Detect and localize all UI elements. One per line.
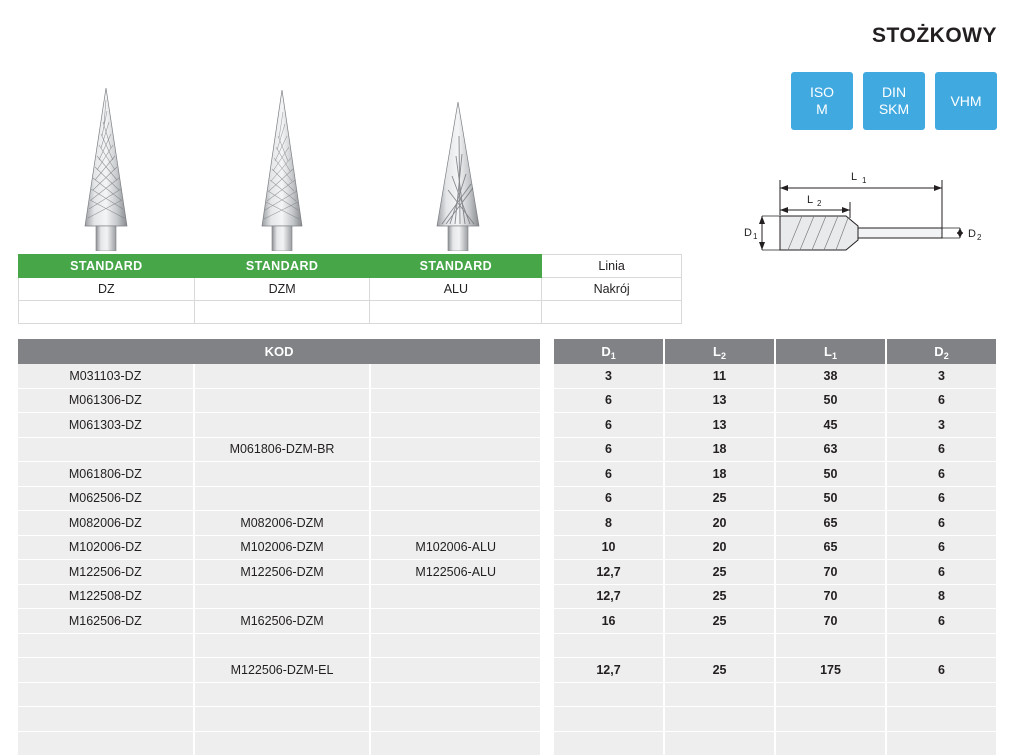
cell-d2 bbox=[887, 634, 996, 659]
cell-spacer bbox=[542, 585, 554, 610]
cell-kod-dzm bbox=[195, 364, 372, 389]
tool-image-alu bbox=[370, 76, 546, 251]
table-row bbox=[18, 438, 996, 463]
cell-l1: 70 bbox=[776, 585, 887, 610]
small-cell-nakroj: Nakrój bbox=[542, 278, 682, 301]
cell-kod-dzm: M162506-DZM bbox=[195, 609, 372, 634]
cell-kod-dz bbox=[18, 634, 195, 659]
cell-kod-dz: M082006-DZ bbox=[18, 511, 195, 536]
table-row bbox=[18, 536, 996, 561]
header-kod: KOD bbox=[18, 339, 542, 364]
cell-l2: 18 bbox=[665, 462, 776, 487]
svg-text:D: D bbox=[968, 228, 976, 240]
table-row bbox=[18, 707, 996, 732]
table-row bbox=[18, 609, 996, 634]
cell-d2: 3 bbox=[887, 364, 996, 389]
cell-kod-dzm: M102006-DZM bbox=[195, 536, 372, 561]
cell-kod-alu bbox=[371, 609, 542, 634]
cell-d2: 3 bbox=[887, 413, 996, 438]
cell-kod-alu: M122506-ALU bbox=[371, 560, 542, 585]
small-header-standard-1: STANDARD bbox=[19, 255, 195, 278]
cell-l1 bbox=[776, 683, 887, 708]
cell-kod-dz: M062506-DZ bbox=[18, 487, 195, 512]
cell-d2: 6 bbox=[887, 511, 996, 536]
cell-l1: 70 bbox=[776, 609, 887, 634]
cell-spacer bbox=[542, 487, 554, 512]
cell-kod-dzm bbox=[195, 707, 372, 732]
cell-l2: 20 bbox=[665, 536, 776, 561]
table-row bbox=[18, 487, 996, 512]
svg-text:1: 1 bbox=[862, 176, 867, 185]
cell-d2 bbox=[887, 707, 996, 732]
small-header-linia: Linia bbox=[542, 255, 682, 278]
cell-d1: 3 bbox=[554, 364, 665, 389]
cell-l2: 25 bbox=[665, 585, 776, 610]
cell-kod-dzm bbox=[195, 487, 372, 512]
cell-l1: 65 bbox=[776, 536, 887, 561]
header-l2: $L_2$ bbox=[665, 339, 776, 364]
cell-kod-dz: M061306-DZ bbox=[18, 389, 195, 414]
cell-d2: 6 bbox=[887, 658, 996, 683]
table-row bbox=[18, 560, 996, 585]
cell-kod-alu bbox=[371, 413, 542, 438]
cell-d2 bbox=[887, 732, 996, 756]
small-table-row bbox=[19, 278, 682, 301]
table-row bbox=[18, 364, 996, 389]
table-row bbox=[18, 732, 996, 756]
cell-l1: 175 bbox=[776, 658, 887, 683]
cell-l2 bbox=[665, 707, 776, 732]
svg-text:L: L bbox=[807, 194, 813, 206]
cell-kod-alu: M102006-ALU bbox=[371, 536, 542, 561]
cell-kod-dzm bbox=[195, 389, 372, 414]
cell-l1: 65 bbox=[776, 511, 887, 536]
cell-spacer bbox=[542, 609, 554, 634]
svg-text:D: D bbox=[744, 227, 752, 239]
header-l1: $L_1$ bbox=[776, 339, 887, 364]
cell-l2: 11 bbox=[665, 364, 776, 389]
table-row bbox=[18, 511, 996, 536]
cell-kod-dzm bbox=[195, 413, 372, 438]
dimension-diagram bbox=[722, 160, 1002, 275]
cell-d2: 6 bbox=[887, 462, 996, 487]
cell-d1: 6 bbox=[554, 389, 665, 414]
cell-spacer bbox=[542, 658, 554, 683]
cell-d1: 6 bbox=[554, 462, 665, 487]
tool-image-dzm bbox=[194, 76, 370, 251]
badge-vhm-line1: VHM bbox=[950, 93, 981, 110]
cell-l1 bbox=[776, 707, 887, 732]
cell-spacer bbox=[542, 438, 554, 463]
cell-kod-alu bbox=[371, 732, 542, 756]
cell-d2: 6 bbox=[887, 536, 996, 561]
small-cell-dzm: DZM bbox=[194, 278, 370, 301]
cell-kod-dz: M122506-DZ bbox=[18, 560, 195, 585]
cell-d1: 10 bbox=[554, 536, 665, 561]
cell-spacer bbox=[542, 634, 554, 659]
tool-image-dz bbox=[18, 76, 194, 251]
product-table bbox=[18, 339, 996, 756]
badge-iso-m bbox=[791, 72, 853, 130]
cell-kod-alu bbox=[371, 511, 542, 536]
product-table-header-row bbox=[18, 339, 996, 364]
table-row bbox=[18, 658, 996, 683]
cell-l2: 25 bbox=[665, 487, 776, 512]
svg-text:1: 1 bbox=[753, 232, 758, 241]
cell-d1: 6 bbox=[554, 413, 665, 438]
table-row bbox=[18, 462, 996, 487]
cell-kod-dz bbox=[18, 683, 195, 708]
cell-l1: 63 bbox=[776, 438, 887, 463]
cell-kod-dz bbox=[18, 707, 195, 732]
cell-l2: 20 bbox=[665, 511, 776, 536]
cell-d1: 16 bbox=[554, 609, 665, 634]
cell-d1 bbox=[554, 683, 665, 708]
table-row bbox=[18, 585, 996, 610]
cell-d1: 6 bbox=[554, 438, 665, 463]
cell-kod-dz: M162506-DZ bbox=[18, 609, 195, 634]
table-row bbox=[18, 634, 996, 659]
small-table-row bbox=[19, 301, 682, 324]
cell-spacer bbox=[542, 683, 554, 708]
badge-din-skm bbox=[863, 72, 925, 130]
header-d2: $D_2$ bbox=[887, 339, 996, 364]
page-title: STOŻKOWY bbox=[872, 24, 997, 48]
small-cell-empty-2 bbox=[194, 301, 370, 324]
svg-text:2: 2 bbox=[817, 199, 822, 208]
cell-kod-dz bbox=[18, 732, 195, 756]
cell-kod-alu bbox=[371, 634, 542, 659]
cell-kod-dzm bbox=[195, 462, 372, 487]
cell-spacer bbox=[542, 560, 554, 585]
cell-d1 bbox=[554, 707, 665, 732]
cell-kod-dzm bbox=[195, 634, 372, 659]
cell-l2: 25 bbox=[665, 658, 776, 683]
cell-d1 bbox=[554, 732, 665, 756]
cell-d1: 12,7 bbox=[554, 560, 665, 585]
cell-kod-alu bbox=[371, 585, 542, 610]
cell-d2: 6 bbox=[887, 609, 996, 634]
cell-kod-dzm: M061806-DZM-BR bbox=[195, 438, 372, 463]
badge-group bbox=[791, 72, 997, 130]
cell-d1: 12,7 bbox=[554, 658, 665, 683]
cell-kod-dzm: M082006-DZM bbox=[195, 511, 372, 536]
small-header-standard-3: STANDARD bbox=[370, 255, 542, 278]
cell-d2: 6 bbox=[887, 438, 996, 463]
cell-kod-alu bbox=[371, 707, 542, 732]
badge-iso-m-line2: M bbox=[816, 101, 828, 118]
cell-spacer bbox=[542, 707, 554, 732]
cell-spacer bbox=[542, 511, 554, 536]
cell-l2: 18 bbox=[665, 438, 776, 463]
cell-kod-dz: M061806-DZ bbox=[18, 462, 195, 487]
table-row bbox=[18, 413, 996, 438]
small-cell-empty-3 bbox=[370, 301, 542, 324]
cell-kod-dzm: M122506-DZM-EL bbox=[195, 658, 372, 683]
cell-kod-dzm: M122506-DZM bbox=[195, 560, 372, 585]
svg-text:2: 2 bbox=[977, 233, 982, 242]
cell-kod-dz bbox=[18, 438, 195, 463]
cell-spacer bbox=[542, 364, 554, 389]
header-spacer bbox=[542, 339, 554, 364]
cell-kod-alu bbox=[371, 389, 542, 414]
table-row bbox=[18, 389, 996, 414]
cell-l2 bbox=[665, 732, 776, 756]
standard-line-table bbox=[18, 254, 682, 324]
cell-kod-alu bbox=[371, 658, 542, 683]
cell-l2: 13 bbox=[665, 389, 776, 414]
table-row bbox=[18, 683, 996, 708]
cell-kod-dzm bbox=[195, 585, 372, 610]
small-table-header-row bbox=[19, 255, 682, 278]
cell-kod-alu bbox=[371, 683, 542, 708]
cell-kod-dz: M061303-DZ bbox=[18, 413, 195, 438]
cell-l1 bbox=[776, 634, 887, 659]
cell-l1: 70 bbox=[776, 560, 887, 585]
cell-kod-alu bbox=[371, 487, 542, 512]
cell-kod-alu bbox=[371, 462, 542, 487]
cell-spacer bbox=[542, 389, 554, 414]
cell-kod-dz: M102006-DZ bbox=[18, 536, 195, 561]
small-cell-alu: ALU bbox=[370, 278, 542, 301]
cell-d1 bbox=[554, 634, 665, 659]
header-d1: $D_1$ bbox=[554, 339, 665, 364]
cell-l2: 13 bbox=[665, 413, 776, 438]
cell-spacer bbox=[542, 413, 554, 438]
tool-images bbox=[18, 76, 546, 251]
cell-d2 bbox=[887, 683, 996, 708]
cell-spacer bbox=[542, 462, 554, 487]
cell-l1: 38 bbox=[776, 364, 887, 389]
cell-kod-dzm bbox=[195, 732, 372, 756]
cell-spacer bbox=[542, 536, 554, 561]
badge-din-skm-line2: SKM bbox=[879, 101, 909, 118]
badge-din-skm-line1: DIN bbox=[882, 84, 906, 101]
cell-l1: 50 bbox=[776, 389, 887, 414]
cell-l2: 25 bbox=[665, 609, 776, 634]
cell-l2 bbox=[665, 683, 776, 708]
cell-l2 bbox=[665, 634, 776, 659]
cell-l1: 45 bbox=[776, 413, 887, 438]
cell-d1: 6 bbox=[554, 487, 665, 512]
small-header-standard-2: STANDARD bbox=[194, 255, 370, 278]
cell-kod-dz bbox=[18, 658, 195, 683]
cell-kod-alu bbox=[371, 438, 542, 463]
cell-l1 bbox=[776, 732, 887, 756]
cell-l1: 50 bbox=[776, 462, 887, 487]
svg-text:L: L bbox=[851, 171, 857, 183]
cell-l1: 50 bbox=[776, 487, 887, 512]
cell-kod-dz: M031103-DZ bbox=[18, 364, 195, 389]
small-cell-empty-4 bbox=[542, 301, 682, 324]
product-table-body bbox=[18, 364, 996, 756]
cell-d1: 8 bbox=[554, 511, 665, 536]
small-cell-empty-1 bbox=[19, 301, 195, 324]
badge-vhm bbox=[935, 72, 997, 130]
cell-d2: 6 bbox=[887, 389, 996, 414]
small-cell-dz: DZ bbox=[19, 278, 195, 301]
cell-kod-alu bbox=[371, 364, 542, 389]
cell-d1: 12,7 bbox=[554, 585, 665, 610]
cell-kod-dz: M122508-DZ bbox=[18, 585, 195, 610]
cell-kod-dzm bbox=[195, 683, 372, 708]
cell-d2: 6 bbox=[887, 487, 996, 512]
badge-iso-m-line1: ISO bbox=[810, 84, 834, 101]
cell-l2: 25 bbox=[665, 560, 776, 585]
cell-d2: 6 bbox=[887, 560, 996, 585]
cell-spacer bbox=[542, 732, 554, 756]
cell-d2: 8 bbox=[887, 585, 996, 610]
